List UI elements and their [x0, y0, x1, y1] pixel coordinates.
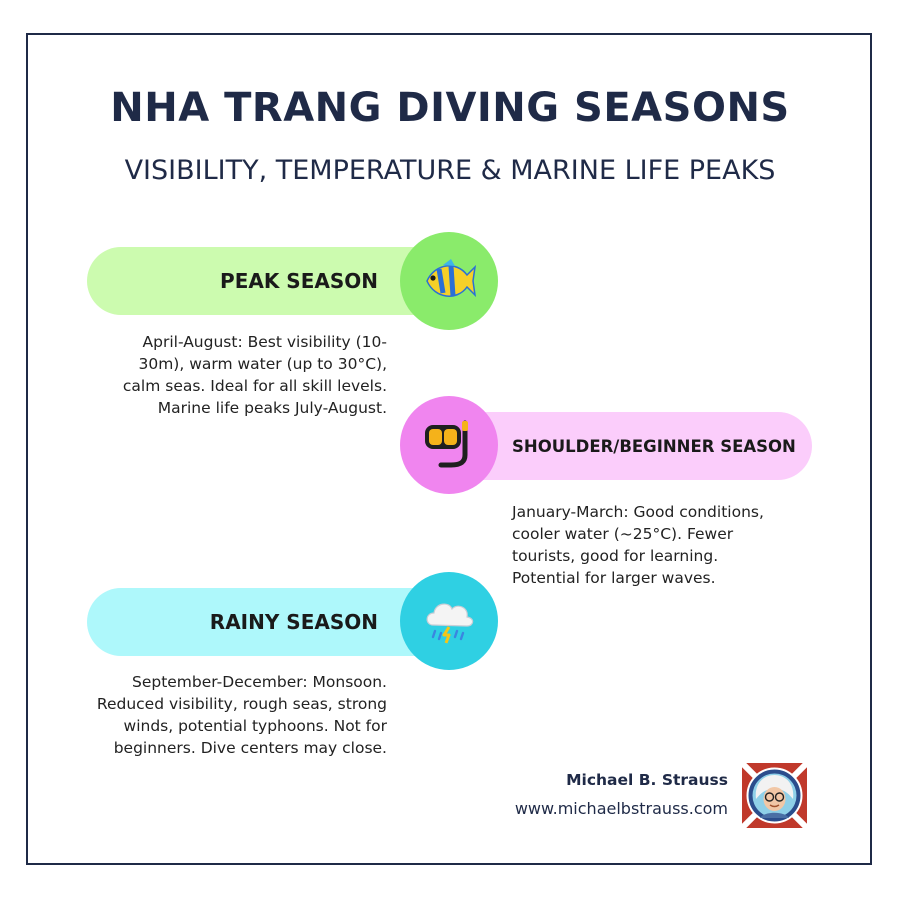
author-avatar — [742, 763, 807, 828]
description-line: Potential for larger waves. — [512, 569, 716, 587]
description-line: winds, potential typhoons. Not for — [123, 717, 387, 735]
author-url[interactable]: www.michaelbstrauss.com — [514, 799, 728, 818]
description-line: September-December: Monsoon. — [131, 673, 387, 691]
description-line: 30m), warm water (up to 30°C), — [138, 355, 387, 373]
peak-season-label: PEAK SEASON — [220, 269, 378, 293]
page-subtitle: VISIBILITY, TEMPERATURE & MARINE LIFE PEAKS — [124, 155, 776, 186]
peak-season-badge — [400, 232, 498, 330]
description-line: Reduced visibility, rough seas, strong — [96, 695, 387, 713]
author-avatar-icon — [742, 763, 807, 828]
tropical-fish-icon — [421, 257, 477, 305]
storm-cloud-icon — [421, 595, 477, 647]
description-line: beginners. Dive centers may close. — [113, 739, 387, 757]
description-line: tourists, good for learning. — [512, 547, 719, 565]
description-line: cooler water (~25°C). Fewer — [512, 525, 734, 543]
description-line: calm seas. Ideal for all skill levels. — [122, 377, 387, 395]
page-title: NHA TRANG DIVING SEASONS — [110, 85, 790, 131]
peak-season-pill — [87, 247, 448, 315]
shoulder-season-badge — [400, 396, 498, 494]
shoulder-season-description — [512, 501, 812, 589]
diving-mask-icon — [421, 419, 477, 471]
author-name: Michael B. Strauss — [566, 771, 728, 789]
shoulder-season-label: SHOULDER/BEGINNER SEASON — [512, 436, 796, 456]
rainy-season-description — [87, 671, 387, 759]
rainy-season-pill — [87, 588, 448, 656]
description-line: January-March: Good conditions, — [512, 503, 764, 521]
peak-season-description — [87, 331, 387, 419]
description-line: Marine life peaks July-August. — [157, 399, 387, 417]
rainy-season-label: RAINY SEASON — [209, 610, 378, 634]
description-line: April-August: Best visibility (10- — [142, 333, 387, 351]
rainy-season-badge — [400, 572, 498, 670]
